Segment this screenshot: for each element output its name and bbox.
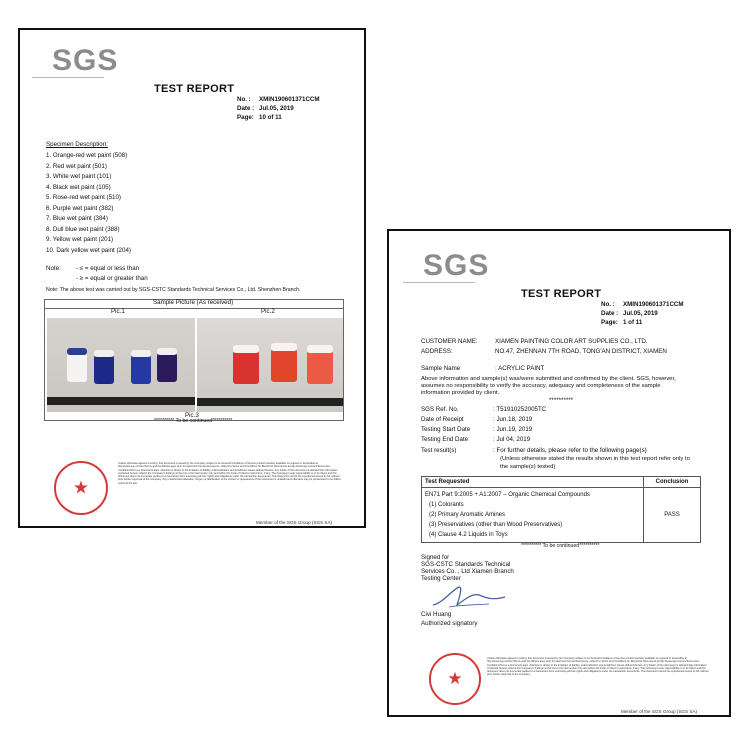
jar-lid xyxy=(131,350,151,357)
start-date-label: Testing Start Date xyxy=(421,426,471,433)
page-label: Page: xyxy=(237,114,254,121)
signed-for: Signed for xyxy=(421,554,450,561)
specimen-list xyxy=(46,151,131,256)
pic2-photo xyxy=(197,318,343,412)
jar-lid xyxy=(307,345,333,353)
test-item: (1) Colorants xyxy=(429,502,464,508)
paint-jar xyxy=(67,352,87,382)
header-conclusion: Conclusion xyxy=(644,477,701,488)
test-items xyxy=(425,500,640,540)
receipt-value: : Jun.18, 2019 xyxy=(493,416,533,423)
page-label: Page: xyxy=(601,319,618,326)
date-label: Date : xyxy=(237,105,255,112)
specimen-item: 1. Orange-red wet paint (508) xyxy=(46,152,128,159)
report-title: TEST REPORT xyxy=(154,83,235,95)
jar-lid xyxy=(271,343,297,351)
page-number: 1 of 11 xyxy=(623,319,643,326)
test-results-table xyxy=(421,476,701,543)
note-label: Note: xyxy=(46,265,61,272)
note-less-equal: - ≤ = equal or less than xyxy=(76,265,140,272)
specimen-heading: Specimen Description: xyxy=(46,141,108,148)
jar-lid xyxy=(67,348,87,355)
note-greater-equal: - ≥ = equal or greater than xyxy=(76,275,148,282)
signed-center: Testing Center xyxy=(421,575,461,582)
specimen-item: 8. Dull blue wet paint (388) xyxy=(46,225,120,233)
paint-jar xyxy=(94,354,114,384)
no-label: No. : xyxy=(237,96,251,103)
result-value-3: the sample(s) tested) xyxy=(500,464,556,470)
signatory-name: Civi Huang xyxy=(421,611,452,618)
ruler xyxy=(197,398,343,406)
disclaimer-line-1: Above information and sample(s) was/were submitted and confirmed by the client. SGS, however, xyxy=(421,376,676,382)
test-standard: EN71 Part 9:2005 + A1:2007 – Organic Chemical Compounds xyxy=(425,492,590,498)
report-meta xyxy=(237,95,320,122)
result-value-2: (Unless otherwise stated the results shown in this test report refer only to xyxy=(500,456,690,462)
jar-lid xyxy=(233,345,259,353)
sgs-seal-stamp: ★ xyxy=(429,653,481,705)
sample-picture-frame xyxy=(44,299,344,421)
paint-jar xyxy=(307,350,333,384)
paint-jar xyxy=(233,350,259,384)
end-date-label: Testing End Date xyxy=(421,436,469,443)
report-page-10 xyxy=(18,28,366,528)
pic1-label: Pic.1 xyxy=(111,308,125,315)
terms-fine-print: Unless otherwise agreed in writing, this document is issued by the Company subject to its General Conditions of Service printed overleaf, available on request or accessible at http://www.sgs.com/en/Terms-and-Conditions.aspx and, for electronic format documents, subject to Terms and Conditions for Electronic Documents at http://www.sgs.com/en/Terms-and-Conditions/Terms-e-Document.aspx. Attention is drawn to the limitation of liability, indemnification and jurisdiction issues defined therein. Any holder of this document is advised that information contained hereon reflects the Company's findings at the time of its intervention only and within the limits of Client's instructions, if any. The Company's sole responsibility is to its Client and this document does not exonerate parties to a transaction from exercising all their rights and obligations under the transaction documents. This document cannot be reproduced except in full, without prior written approval of the Company. Any unauthorized alteration, forgery or falsification of the content or appearance of this document is unlawful and offenders may be prosecuted to the fullest extent of the law. xyxy=(118,462,341,485)
signed-branch: Services Co. , Ltd Xiamen Branch xyxy=(421,568,514,575)
handwritten-signature xyxy=(429,583,509,611)
disclaimer-line-3: information provided by client. xyxy=(421,390,500,396)
report-meta xyxy=(601,300,684,327)
address-value: NO.47, ZHENNAN 7TH ROAD, TONG'AN DISTRICT, XIAMEN xyxy=(495,348,667,355)
result-label: Test result(s) xyxy=(421,447,457,454)
sample-name-value: : ACRYLIC PAINT xyxy=(495,365,545,372)
separator-stars: ********** xyxy=(549,397,574,404)
report-date: Jul.05, 2019 xyxy=(623,310,658,317)
logo-rule xyxy=(403,282,475,283)
start-date-value: : Jun.19, 2019 xyxy=(493,426,533,433)
address-label: ADDRESS: xyxy=(421,348,453,355)
test-item: (3) Preservatives (other than Wood Preservatives) xyxy=(429,522,563,528)
specimen-item: 7. Blue wet paint (384) xyxy=(46,215,108,222)
report-number: XMIN190601371CCM xyxy=(623,301,684,308)
page-number: 10 of 11 xyxy=(259,114,282,121)
specimen-item: 9. Yellow wet paint (201) xyxy=(46,236,114,243)
member-of-sgs: Member of the SGS Group (SGS SA) xyxy=(256,520,333,525)
terms-fine-print: Unless otherwise agreed in writing, this document is issued by the Company subject to its General Conditions of Service printed overleaf, available on request or accessible at http://www.sgs.com/en/Terms-and-Conditions.aspx and, for electronic format documents, subject to Terms and Conditions for Electronic Documents at http://www.sgs.com/en/Terms-and-Conditions/Terms-e-Document.aspx. Attention is drawn to the limitation of liability, indemnification and jurisdiction issues defined therein. Any holder of this document is advised that information contained hereon reflects the Company's findings at the time of its intervention only and within the limits of Client's instructions, if any. The Company's sole responsibility is to its Client and this document does not exonerate parties to a transaction from exercising all their rights and obligations under the transaction documents. This document cannot be reproduced except in full, without prior written approval of the Company. xyxy=(487,657,709,677)
receipt-label: Date of Receipt xyxy=(421,416,464,423)
member-of-sgs: Member of the SGS Group (SGS SA) xyxy=(621,709,698,714)
sample-picture-caption: Sample Picture (As received) xyxy=(153,299,234,306)
report-number: XMIN190601371CCM xyxy=(259,96,320,103)
test-item: (4) Clause 4.2 Liquids in Toys xyxy=(429,532,508,538)
end-date-value: : Jul 04, 2019 xyxy=(493,436,531,443)
logo-rule xyxy=(32,77,104,78)
sample-name-label: Sample Name xyxy=(421,365,461,372)
table-header-row xyxy=(422,477,701,488)
sgs-logo: SGS xyxy=(52,44,119,77)
test-item: (2) Primary Aromatic Amines xyxy=(429,512,506,518)
specimen-item: 10. Dark yellow wet paint (204) xyxy=(46,246,131,254)
pic2-label: Pic.2 xyxy=(261,308,275,315)
jar-lid xyxy=(94,350,114,357)
result-value-1: : For further details, please refer to the following page(s) xyxy=(493,447,647,454)
pic1-photo xyxy=(47,318,195,412)
report-page-1 xyxy=(387,229,731,717)
ruler xyxy=(47,397,195,405)
specimen-item: 5. Rose-red wet paint (510) xyxy=(46,194,121,201)
no-label: No. : xyxy=(601,301,615,308)
specimen-item: 4. Black wet paint (105) xyxy=(46,183,111,191)
customer-name-label: CUSTOMER NAME: xyxy=(421,338,478,345)
header-test-requested: Test Requested xyxy=(422,477,644,488)
date-label: Date : xyxy=(601,310,619,317)
jar-lid xyxy=(157,348,177,355)
paint-jar xyxy=(271,348,297,382)
to-be-continued: ********** To be continued********** xyxy=(521,543,600,549)
specimen-item: 3. White wet paint (101) xyxy=(46,173,112,180)
test-requested-cell xyxy=(422,488,644,543)
note-branch: Note: The above test was carried out by SGS-CSTC Standards Technical Services Co., Ltd. Shenzhen Branch. xyxy=(46,287,301,293)
sgs-ref-label: SGS Ref. No. xyxy=(421,406,459,413)
to-be-continued: ********** To be continued********** xyxy=(154,418,233,424)
table-row xyxy=(422,488,701,543)
specimen-item: 6. Purple wet paint (382) xyxy=(46,204,114,212)
report-date: Jul.05, 2019 xyxy=(259,105,294,112)
report-title: TEST REPORT xyxy=(521,288,602,300)
sgs-ref-value: : T51910252005TC xyxy=(493,406,547,413)
paint-jar xyxy=(157,352,177,382)
specimen-item: 2. Red wet paint (501) xyxy=(46,162,107,170)
sgs-seal-stamp: ★ xyxy=(54,461,108,515)
signed-company: SGS-CSTC Standards Technical xyxy=(421,561,511,568)
disclaimer-line-2: assumes no responsibility to verify the accuracy, adequacy and completeness of the sample xyxy=(421,383,661,389)
conclusion-pass: PASS xyxy=(664,512,680,518)
pic3-label: Pic.3 xyxy=(185,412,199,419)
signatory-title: Authorized signatory xyxy=(421,620,478,627)
customer-name-value: XIAMEN PAINTING COLOR ART SUPPLIES CO., LTD. xyxy=(495,338,648,345)
sgs-logo: SGS xyxy=(423,249,490,282)
paint-jar xyxy=(131,354,151,384)
conclusion-cell xyxy=(644,488,701,543)
